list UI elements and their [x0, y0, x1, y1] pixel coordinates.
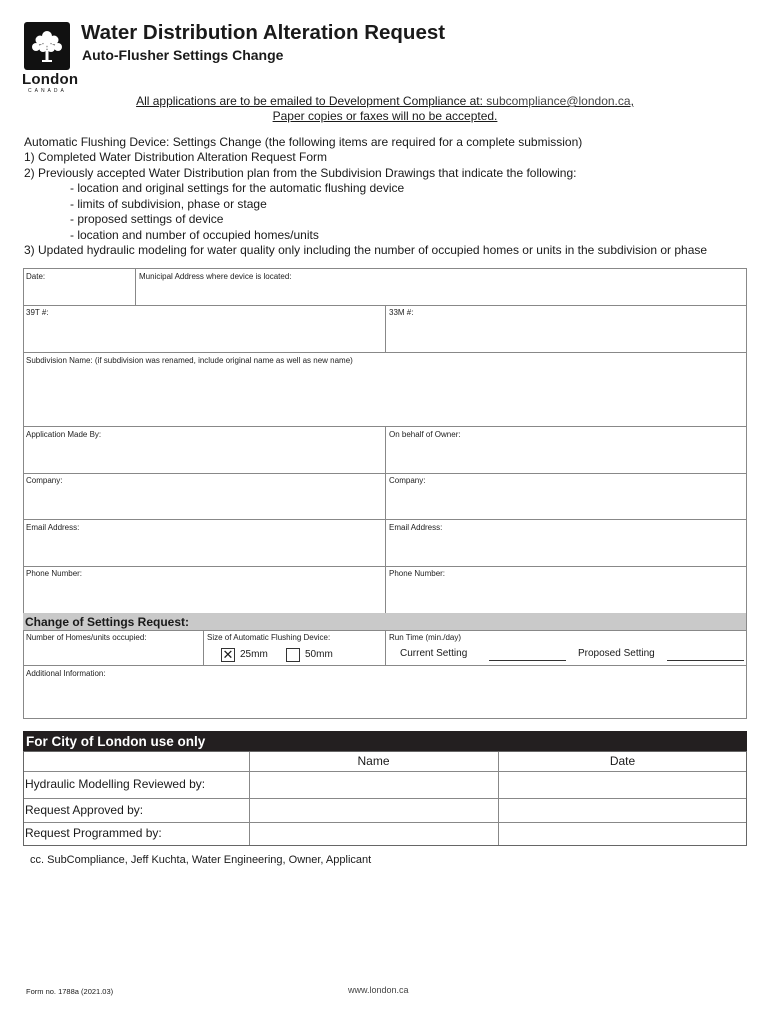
- notice-prefix: All applications are to be emailed to Development Compliance at:: [136, 94, 487, 108]
- applicant-phone-field[interactable]: Phone Number:: [26, 569, 83, 578]
- application-made-by-field[interactable]: Application Made By:: [26, 430, 102, 439]
- applicant-email-field[interactable]: Email Address:: [26, 523, 80, 532]
- 33m-field[interactable]: 33M #:: [389, 308, 414, 317]
- compliance-email-link[interactable]: subcompliance@london.ca: [486, 94, 631, 108]
- current-setting-input[interactable]: [489, 660, 566, 661]
- website-link[interactable]: www.london.ca: [348, 985, 409, 995]
- size-50mm-checkbox[interactable]: [286, 648, 300, 662]
- submission-notice: [0, 94, 770, 108]
- date-column-header: Date: [609, 754, 636, 768]
- homes-occupied-field[interactable]: Number of Homes/units occupied:: [26, 633, 147, 642]
- logo-subtext: CANADA: [28, 88, 67, 94]
- owner-phone-field[interactable]: Phone Number:: [389, 569, 446, 578]
- instruction-sub-3: - proposed settings of device: [70, 212, 224, 226]
- 39t-field[interactable]: 39T #:: [26, 308, 49, 317]
- size-25mm-label: 25mm: [240, 649, 268, 660]
- hydraulic-review-row: Hydraulic Modelling Reviewed by:: [25, 777, 206, 791]
- notice-suffix: ,: [630, 94, 634, 108]
- current-setting-label: Current Setting: [400, 648, 468, 659]
- run-time-label: Run Time (min./day): [389, 633, 462, 642]
- instruction-item-2: 2) Previously accepted Water Distribution plan from the Subdivision Drawings that indicate the following:: [24, 166, 577, 180]
- proposed-setting-input[interactable]: [667, 660, 744, 661]
- instruction-item-1: 1) Completed Water Distribution Alteration Request Form: [24, 150, 328, 164]
- tree-icon: [24, 22, 70, 70]
- size-25mm-checkbox[interactable]: ✕: [222, 647, 234, 662]
- subdivision-name-field[interactable]: Subdivision Name: (if subdivision was renamed, include original name as well as new name): [26, 356, 353, 365]
- settings-section-title: Change of Settings Request:: [25, 615, 190, 629]
- device-size-label: Size of Automatic Flushing Device:: [207, 633, 331, 642]
- logo-wordmark: London: [22, 71, 79, 88]
- form-number: Form no. 1788a (2021.03): [26, 987, 114, 996]
- size-50mm-label: 50mm: [305, 649, 333, 660]
- municipal-address-field[interactable]: Municipal Address where device is located:: [139, 272, 292, 281]
- city-logo: [24, 22, 70, 70]
- instruction-sub-2: - limits of subdivision, phase or stage: [70, 197, 267, 211]
- instructions-heading: Automatic Flushing Device: Settings Change (the following items are required for a complete submission): [24, 135, 583, 149]
- instruction-item-3: 3) Updated hydraulic modeling for water quality only including the number of occupied homes or units in the subdivision or phase: [24, 243, 708, 257]
- owner-email-field[interactable]: Email Address:: [389, 523, 443, 532]
- city-use-title: For City of London use only: [26, 734, 206, 749]
- additional-information-field[interactable]: Additional Information:: [26, 669, 106, 678]
- request-programmed-row: Request Programmed by:: [25, 826, 162, 840]
- name-column-header: Name: [357, 754, 390, 768]
- date-field[interactable]: Date:: [26, 272, 46, 281]
- on-behalf-of-owner-field[interactable]: On behalf of Owner:: [389, 430, 461, 439]
- page-subtitle: Auto-Flusher Settings Change: [82, 47, 284, 63]
- page-title: Water Distribution Alteration Request: [81, 21, 446, 44]
- instruction-sub-1: - location and original settings for the automatic flushing device: [70, 181, 405, 195]
- instruction-sub-4: - location and number of occupied homes/units: [70, 228, 319, 242]
- request-approved-row: Request Approved by:: [25, 803, 144, 817]
- owner-company-field[interactable]: Company:: [389, 476, 426, 485]
- paper-copy-notice: Paper copies or faxes will no be accepted.: [272, 109, 498, 123]
- applicant-company-field[interactable]: Company:: [26, 476, 63, 485]
- proposed-setting-label: Proposed Setting: [578, 648, 655, 659]
- cc-list: cc. SubCompliance, Jeff Kuchta, Water Engineering, Owner, Applicant: [30, 854, 372, 866]
